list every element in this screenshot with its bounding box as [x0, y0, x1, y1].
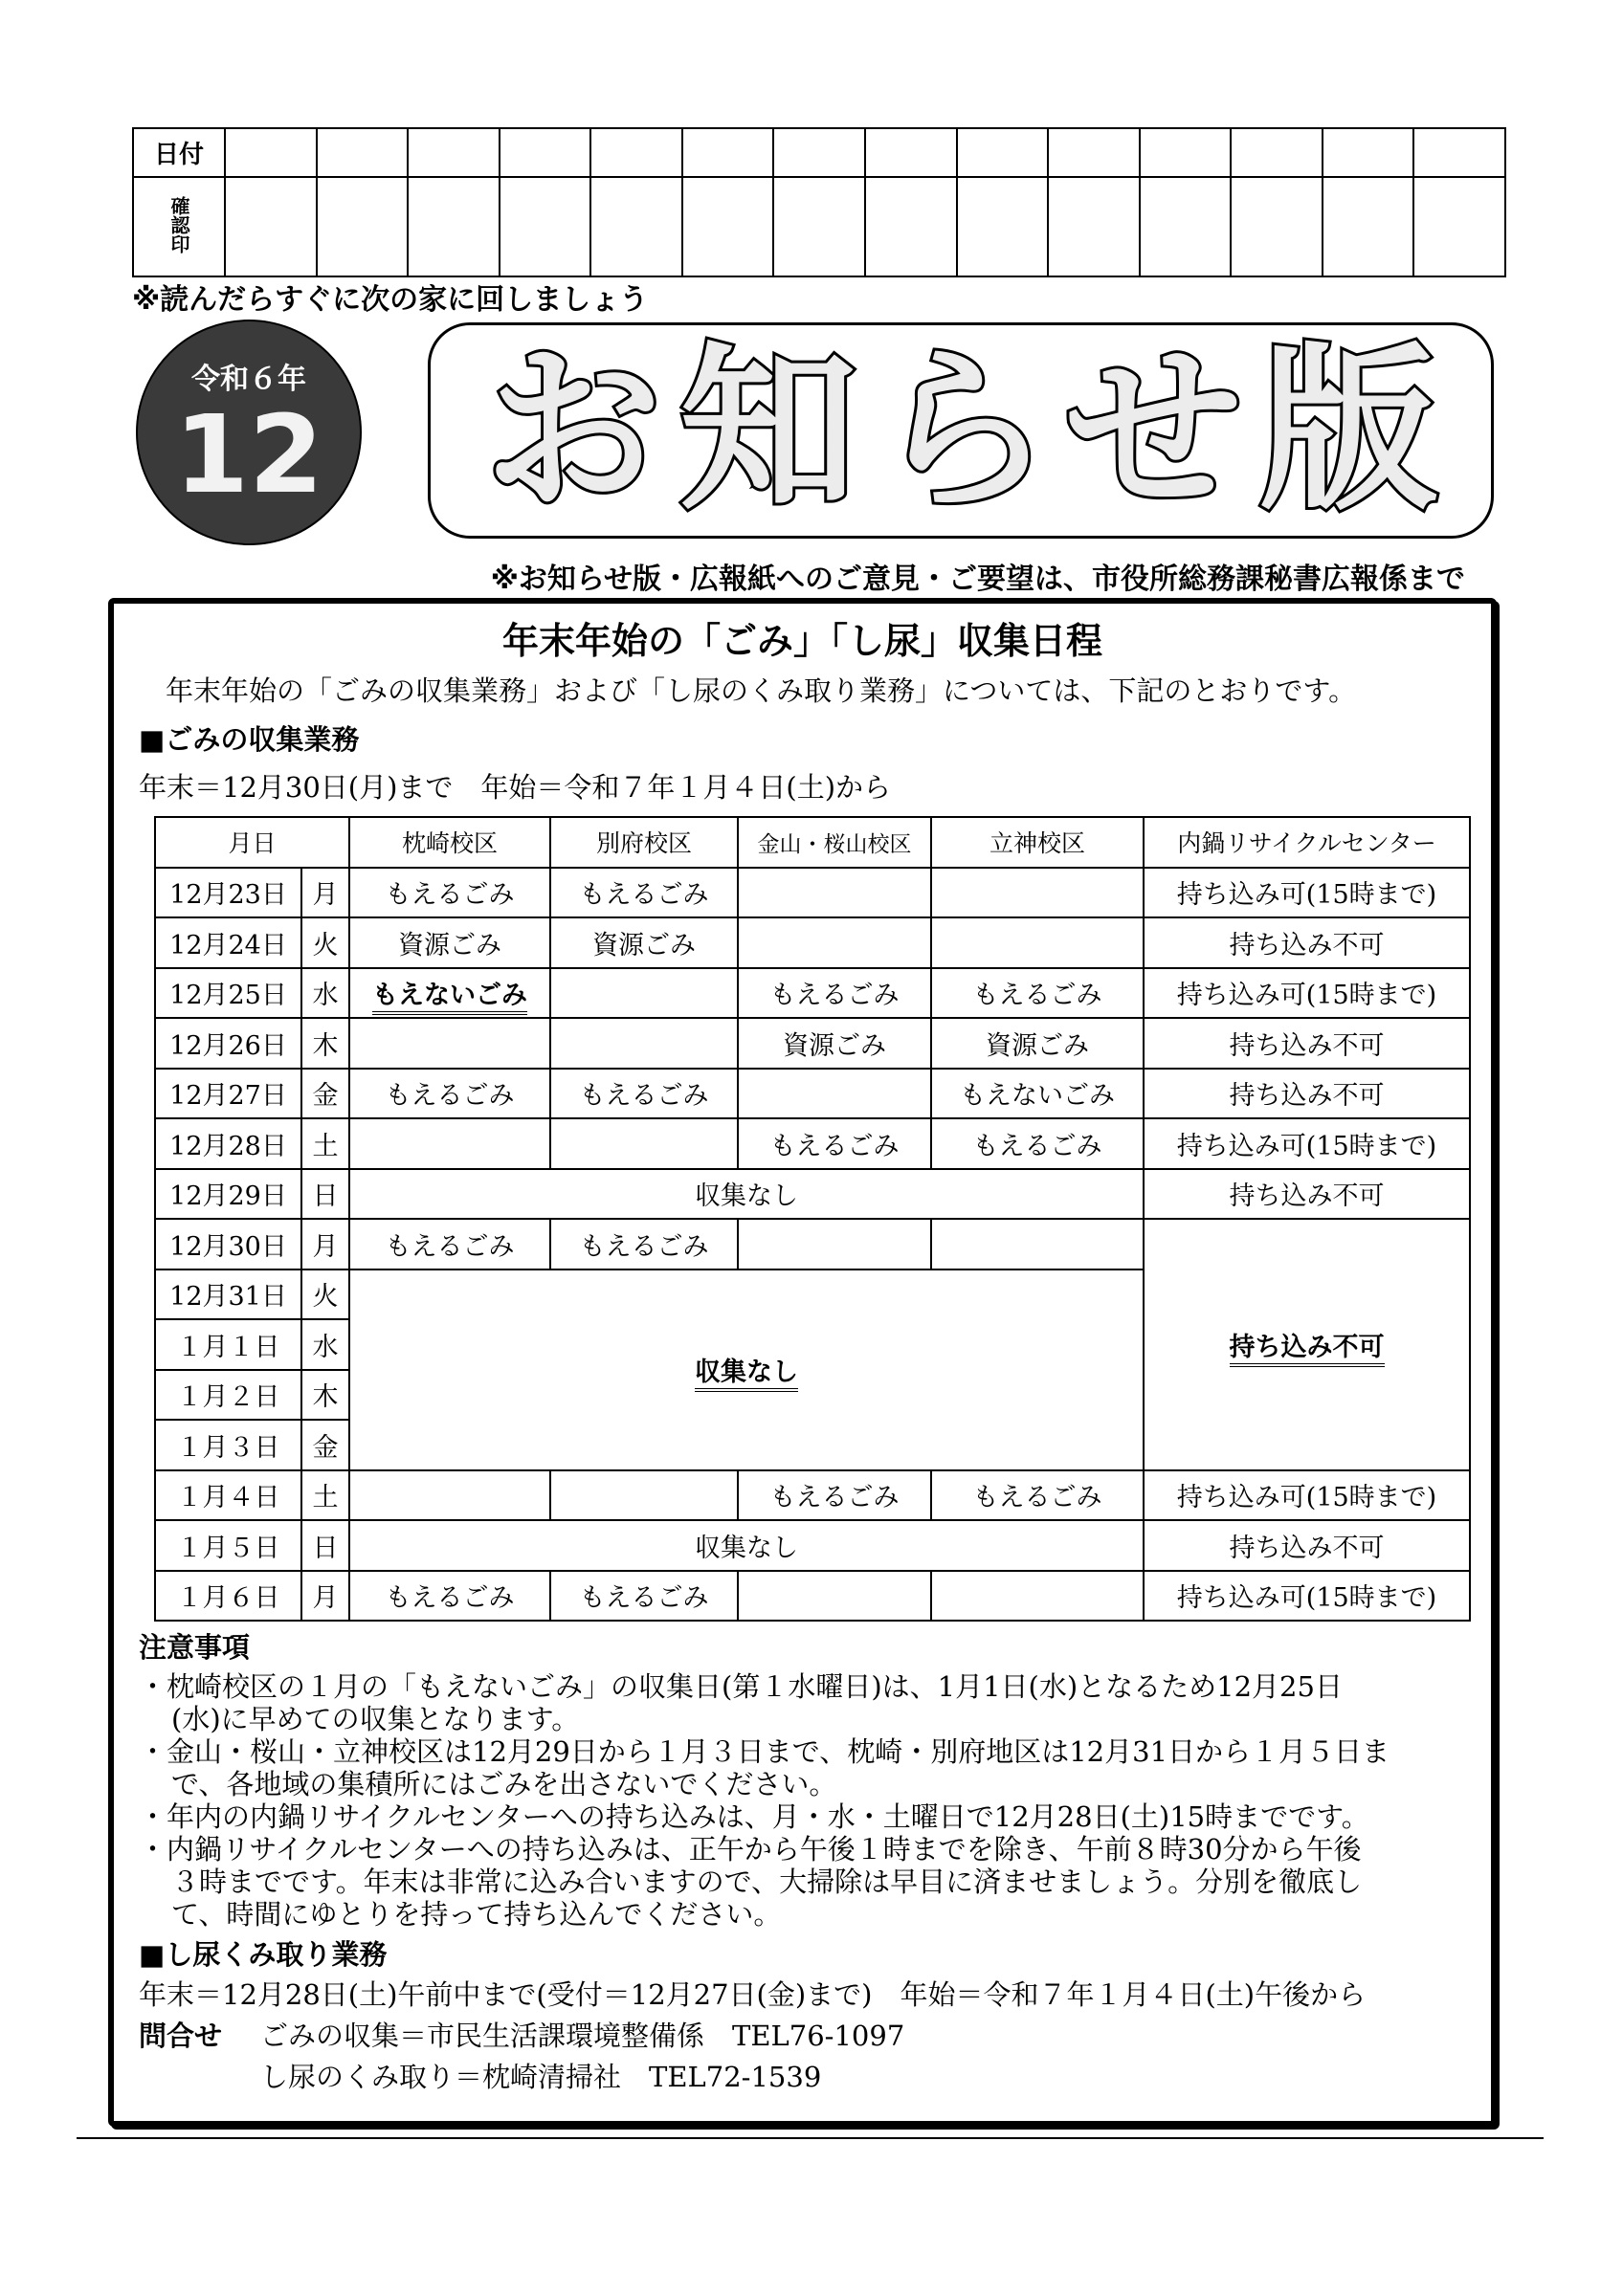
- date-entry-cell: [408, 128, 500, 177]
- note-line: ３時までです。年末は非常に込み合いますので、大掃除は早目に済ませましょう。分別を徹底し: [171, 1866, 1363, 1898]
- cell-tatsugami: 資源ごみ: [931, 1018, 1144, 1069]
- date-label: 日付: [133, 128, 225, 177]
- cell-recycle-center: 持ち込み不可: [1144, 917, 1470, 968]
- col-header-makurazaki: 枕崎校区: [349, 817, 550, 868]
- cell-makurazaki: もえるごみ: [349, 1571, 550, 1622]
- cell-weekday: 火: [301, 917, 349, 968]
- cell-makurazaki: もえるごみ: [349, 868, 550, 918]
- notes-list: [139, 1670, 1478, 1931]
- cell-date: 12月29日: [155, 1169, 301, 1220]
- seal-entry-cell: [957, 177, 1049, 276]
- cell-weekday: 木: [301, 1018, 349, 1069]
- cell-recycle-center: 持ち込み可(15時まで): [1144, 1571, 1470, 1622]
- empty-cell: [550, 1018, 738, 1069]
- cell-beppu: もえるごみ: [550, 1069, 738, 1119]
- cell-makurazaki: 資源ごみ: [349, 917, 550, 968]
- gomi-section-heading: ■ごみの収集業務: [139, 723, 360, 756]
- emphasized-cell-text: 持ち込み不可: [1230, 1333, 1385, 1367]
- empty-cell: [349, 1118, 550, 1169]
- table-row: [155, 1169, 1470, 1220]
- table-row: [155, 968, 1470, 1019]
- note-line: で、各地域の集積所にはごみを出さないでください。: [171, 1768, 837, 1800]
- cell-tatsugami: もえるごみ: [931, 1118, 1144, 1169]
- empty-cell: [931, 917, 1144, 968]
- shinyo-section-heading: ■し尿くみ取り業務: [139, 1938, 388, 1971]
- note-line: (水)に早めての収集となります。: [171, 1703, 580, 1735]
- masthead-box: [428, 322, 1494, 539]
- cell-weekday: 土: [301, 1118, 349, 1169]
- seal-entry-cell: [317, 177, 409, 276]
- contact-gomi: ごみの収集＝市民生活課環境整備係 TEL76-1097: [260, 2020, 905, 2052]
- circulation-check-table: [132, 127, 1506, 277]
- table-row: [155, 1520, 1470, 1571]
- note-line: ・内鍋リサイクルセンターへの持ち込みは、正午から午後１時までを除き、午前８時30分から午後: [139, 1833, 1362, 1866]
- issue-badge: [136, 320, 362, 545]
- cell-date: 12月30日: [155, 1219, 301, 1269]
- cell-kanayama-sakurayama: もえるごみ: [738, 1118, 931, 1169]
- cell-recycle-center: 持ち込み不可: [1144, 1069, 1470, 1119]
- cell-tatsugami: もえないごみ: [931, 1069, 1144, 1119]
- notes-heading: 注意事項: [139, 1631, 251, 1664]
- feedback-note: ※お知らせ版・広報紙へのご意見・ご要望は、市役所総務課秘書広報係まで: [490, 563, 1465, 596]
- col-header-date: 月日: [155, 817, 349, 868]
- empty-cell: [738, 1069, 931, 1119]
- seal-entry-cell: [1323, 177, 1414, 276]
- date-entry-cell: [1323, 128, 1414, 177]
- date-entry-cell: [1048, 128, 1140, 177]
- cell-recycle-center: 持ち込み不可: [1144, 1520, 1470, 1571]
- seal-label-cell: [133, 177, 225, 276]
- cell-date: １月５日: [155, 1520, 301, 1571]
- pass-along-note: ※読んだらすぐに次の家に回しましょう: [132, 283, 649, 317]
- seal-entry-cell: [682, 177, 774, 276]
- cell-date: １月４日: [155, 1470, 301, 1521]
- date-entry-cell: [1140, 128, 1232, 177]
- date-entry-cell: [682, 128, 774, 177]
- cell-recycle-center: 持ち込み可(15時まで): [1144, 968, 1470, 1019]
- cell-weekday: 日: [301, 1520, 349, 1571]
- seal-entry-cell: [500, 177, 591, 276]
- cell-date: １月１日: [155, 1319, 301, 1370]
- empty-cell: [931, 868, 1144, 918]
- cell-beppu: もえるごみ: [550, 1219, 738, 1269]
- cell-date: 12月24日: [155, 917, 301, 968]
- cell-tatsugami: もえるごみ: [931, 968, 1144, 1019]
- cell-kanayama-sakurayama: 資源ごみ: [738, 1018, 931, 1069]
- cell-tatsugami: もえるごみ: [931, 1470, 1144, 1521]
- date-entry-cell: [500, 128, 591, 177]
- col-header-recycle-center: 内鍋リサイクルセンター: [1144, 817, 1470, 868]
- table-row: [155, 1219, 1470, 1269]
- seal-row: [133, 177, 1505, 276]
- cell-weekday: 水: [301, 1319, 349, 1370]
- note-line: て、時間にゆとりを持って持ち込んでください。: [171, 1898, 782, 1931]
- collection-schedule-table: [154, 816, 1471, 1622]
- issue-month: 12: [174, 393, 323, 518]
- empty-cell: [931, 1571, 1144, 1622]
- emphasized-cell-text: もえないごみ: [372, 981, 527, 1015]
- article-title: 年末年始の「ごみ」「し尿」収集日程: [501, 620, 1102, 662]
- date-entry-cell: [773, 128, 865, 177]
- empty-cell: [550, 968, 738, 1019]
- cell-beppu: 資源ごみ: [550, 917, 738, 968]
- cell-weekday: 木: [301, 1370, 349, 1421]
- note-item: [139, 1800, 1478, 1833]
- cell-recycle-center: 持ち込み可(15時まで): [1144, 868, 1470, 918]
- col-header-kanayama-sakurayama: 金山・桜山校区: [738, 817, 931, 868]
- cell-makurazaki: [349, 968, 550, 1019]
- table-row: [155, 1118, 1470, 1169]
- empty-cell: [738, 917, 931, 968]
- cell-weekday: 金: [301, 1069, 349, 1119]
- seal-entry-cell: [1413, 177, 1505, 276]
- cell-beppu: もえるごみ: [550, 1571, 738, 1622]
- notice-frame: [108, 598, 1497, 2127]
- seal-label: 確認印: [167, 196, 190, 254]
- date-entry-cell: [865, 128, 957, 177]
- empty-cell: [349, 1018, 550, 1069]
- emphasized-cell-text: 収集なし: [695, 1358, 798, 1392]
- cell-date: 12月25日: [155, 968, 301, 1019]
- cell-no-collection: 収集なし: [349, 1169, 1144, 1220]
- issue-era-year: 令和６年: [191, 363, 306, 396]
- seal-entry-cell: [408, 177, 500, 276]
- seal-entry-cell: [1231, 177, 1323, 276]
- table-row: [155, 1069, 1470, 1119]
- note-item: [139, 1833, 1478, 1931]
- table-row: [155, 1571, 1470, 1622]
- cell-date: 12月31日: [155, 1269, 301, 1320]
- cell-date: 12月28日: [155, 1118, 301, 1169]
- table-row: [155, 868, 1470, 918]
- cell-weekday: 水: [301, 968, 349, 1019]
- table-row: [155, 917, 1470, 968]
- cell-date: １月３日: [155, 1420, 301, 1470]
- gomi-period: 年末＝12月30日(月)まで 年始＝令和７年１月４日(土)から: [139, 771, 892, 804]
- empty-cell: [738, 868, 931, 918]
- date-entry-cell: [1231, 128, 1323, 177]
- cell-recycle-center: 持ち込み可(15時まで): [1144, 1470, 1470, 1521]
- cell-recycle-center: 持ち込み不可: [1144, 1018, 1470, 1069]
- col-header-tatsugami: 立神校区: [931, 817, 1144, 868]
- table-row: [155, 1018, 1470, 1069]
- contact-label: 問合せ: [139, 2020, 223, 2052]
- note-line: ・枕崎校区の１月の「もえないごみ」の収集日(第１水曜日)は、1月1日(水)となるため12月25日: [139, 1670, 1343, 1703]
- col-header-beppu: 別府校区: [550, 817, 738, 868]
- empty-cell: [738, 1571, 931, 1622]
- empty-cell: [550, 1118, 738, 1169]
- note-line: ・金山・桜山・立神校区は12月29日から１月３日まで、枕崎・別府地区は12月31日から１月５日ま: [139, 1735, 1390, 1768]
- cell-date: １月６日: [155, 1571, 301, 1622]
- date-entry-cell: [225, 128, 317, 177]
- cell-makurazaki: もえるごみ: [349, 1069, 550, 1119]
- date-entry-cell: [590, 128, 682, 177]
- cell-makurazaki: もえるごみ: [349, 1219, 550, 1269]
- cell-date: 12月23日: [155, 868, 301, 918]
- note-line: ・年内の内鍋リサイクルセンターへの持ち込みは、月・水・土曜日で12月28日(土)15時までです。: [139, 1800, 1369, 1833]
- cell-weekday: 土: [301, 1470, 349, 1521]
- seal-entry-cell: [773, 177, 865, 276]
- cell-weekday: 月: [301, 1219, 349, 1269]
- cell-recycle-center: 持ち込み可(15時まで): [1144, 1118, 1470, 1169]
- note-item: [139, 1735, 1478, 1800]
- cell-no-collection-merged: [349, 1269, 1144, 1470]
- cell-weekday: 金: [301, 1420, 349, 1470]
- schedule-header-row: [155, 817, 1470, 868]
- date-entry-cell: [317, 128, 409, 177]
- seal-entry-cell: [225, 177, 317, 276]
- cell-weekday: 月: [301, 868, 349, 918]
- cell-beppu: もえるごみ: [550, 868, 738, 918]
- page-bottom-rule: [77, 2137, 1544, 2139]
- empty-cell: [738, 1219, 931, 1269]
- cell-date: 12月26日: [155, 1018, 301, 1069]
- cell-kanayama-sakurayama: もえるごみ: [738, 968, 931, 1019]
- shinyo-period: 年末＝12月28日(土)午前中まで(受付＝12月27日(金)まで) 年始＝令和７年１月４日(土)午後から: [139, 1978, 1367, 2011]
- cell-weekday: 日: [301, 1169, 349, 1220]
- cell-kanayama-sakurayama: もえるごみ: [738, 1470, 931, 1521]
- cell-weekday: 月: [301, 1571, 349, 1622]
- seal-entry-cell: [1140, 177, 1232, 276]
- seal-entry-cell: [1048, 177, 1140, 276]
- seal-entry-cell: [865, 177, 957, 276]
- cell-date: １月２日: [155, 1370, 301, 1421]
- seal-entry-cell: [590, 177, 682, 276]
- cell-weekday: 火: [301, 1269, 349, 1320]
- date-row: [133, 128, 1505, 177]
- cell-no-collection: 収集なし: [349, 1520, 1144, 1571]
- article-intro: 年末年始の「ごみの収集業務」および「し尿のくみ取り業務」については、下記のとおりです。: [166, 674, 1357, 707]
- note-item: [139, 1670, 1478, 1735]
- empty-cell: [349, 1470, 550, 1521]
- masthead-title: お知らせ版: [483, 326, 1456, 534]
- cell-date: 12月27日: [155, 1069, 301, 1119]
- table-row: [155, 1470, 1470, 1521]
- empty-cell: [931, 1219, 1144, 1269]
- date-entry-cell: [957, 128, 1049, 177]
- cell-recycle-center: 持ち込み不可: [1144, 1169, 1470, 1220]
- cell-recycle-center-merged: [1144, 1219, 1470, 1470]
- contact-shinyo: し尿のくみ取り＝枕崎清掃社 TEL72-1539: [260, 2061, 822, 2093]
- date-entry-cell: [1413, 128, 1505, 177]
- empty-cell: [550, 1470, 738, 1521]
